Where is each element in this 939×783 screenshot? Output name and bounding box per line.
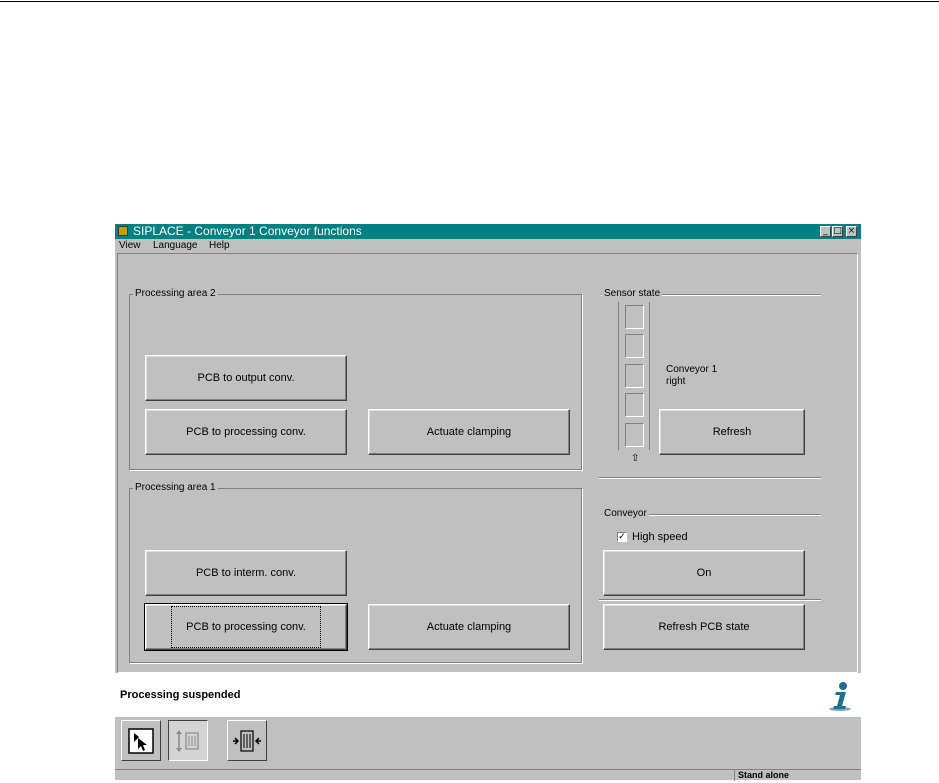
bottom-toolbar (115, 717, 861, 769)
client-area (117, 253, 858, 673)
sensor-state-caption: Sensor state (604, 288, 661, 299)
refresh-sensor-label: Refresh (712, 426, 752, 438)
mode-indicator: Stand alone (734, 770, 861, 781)
page-top-rule (0, 1, 939, 2)
refresh-pcb-state-button[interactable] (603, 604, 805, 650)
pcb-to-processing-conv-area2-label: PCB to processing conv. (186, 426, 306, 438)
actuate-clamping-area2-button[interactable] (368, 409, 570, 455)
status-message: Processing suspended (120, 689, 241, 701)
title-bar (115, 224, 861, 239)
pcb-to-processing-conv-area2-button[interactable] (145, 409, 347, 455)
conveyor-on-button[interactable] (603, 550, 805, 596)
sensor-conveyor-label (666, 364, 717, 388)
sensor-conveyor-label-line1: Conveyor 1 (666, 364, 718, 375)
processing-area-2-caption: Processing area 2 (135, 288, 216, 299)
refresh-pcb-state-label: Refresh PCB state (658, 621, 750, 633)
refresh-sensor-button[interactable] (659, 409, 805, 455)
sensor-conveyor-label-line2: right (666, 376, 686, 387)
high-speed-checkbox[interactable]: ✓ (618, 532, 626, 542)
processing-area-1-caption: Processing area 1 (135, 482, 216, 493)
conveyor-clamp-icon (232, 727, 262, 755)
sensor-separator (599, 477, 821, 478)
sensor-indicator-column (618, 302, 650, 450)
conveyor-width-adjust-button[interactable] (168, 720, 208, 761)
menu-language[interactable]: Language (153, 240, 198, 251)
actuate-clamping-area1-label: Actuate clamping (426, 621, 512, 633)
conveyor-separator (599, 599, 821, 600)
pointer-select-icon (128, 728, 154, 754)
message-strip (115, 673, 861, 717)
conveyor-direction-arrow-icon: ⇧ (631, 453, 640, 464)
pcb-to-processing-conv-area1-label: PCB to processing conv. (186, 621, 306, 633)
sensor-indicator (625, 393, 644, 417)
pcb-to-interm-conv-label: PCB to interm. conv. (195, 567, 297, 579)
status-bar (115, 769, 861, 780)
menu-view[interactable]: View (119, 240, 141, 251)
actuate-clamping-area2-label: Actuate clamping (426, 426, 512, 438)
sensor-indicator (625, 364, 644, 388)
sensor-indicator (625, 334, 644, 358)
maximize-button[interactable]: □ (833, 226, 842, 236)
app-icon (118, 226, 128, 236)
minimize-button[interactable]: _ (820, 226, 831, 237)
sensor-indicator (625, 305, 644, 329)
info-icon[interactable] (827, 681, 853, 711)
conveyor-width-adjust-icon (174, 727, 202, 755)
conveyor-caption: Conveyor (604, 508, 647, 519)
menu-bar (115, 239, 861, 253)
pcb-to-interm-conv-button[interactable] (145, 550, 347, 596)
pointer-select-button[interactable] (121, 720, 161, 761)
conveyor-on-label: On (696, 567, 712, 579)
sensor-indicator (625, 423, 644, 447)
pcb-to-processing-conv-area1-button[interactable] (145, 604, 347, 650)
pcb-to-output-conv-label: PCB to output conv. (197, 372, 295, 384)
actuate-clamping-area1-button[interactable] (368, 604, 570, 650)
siplace-window (115, 224, 861, 780)
menu-help[interactable]: Help (209, 240, 230, 251)
window-title: SIPLACE - Conveyor 1 Conveyor functions (133, 224, 362, 238)
high-speed-label: High speed (632, 531, 688, 543)
pcb-to-output-conv-button[interactable] (145, 355, 347, 401)
close-button[interactable]: × (847, 226, 856, 236)
conveyor-clamp-button[interactable] (227, 720, 267, 761)
